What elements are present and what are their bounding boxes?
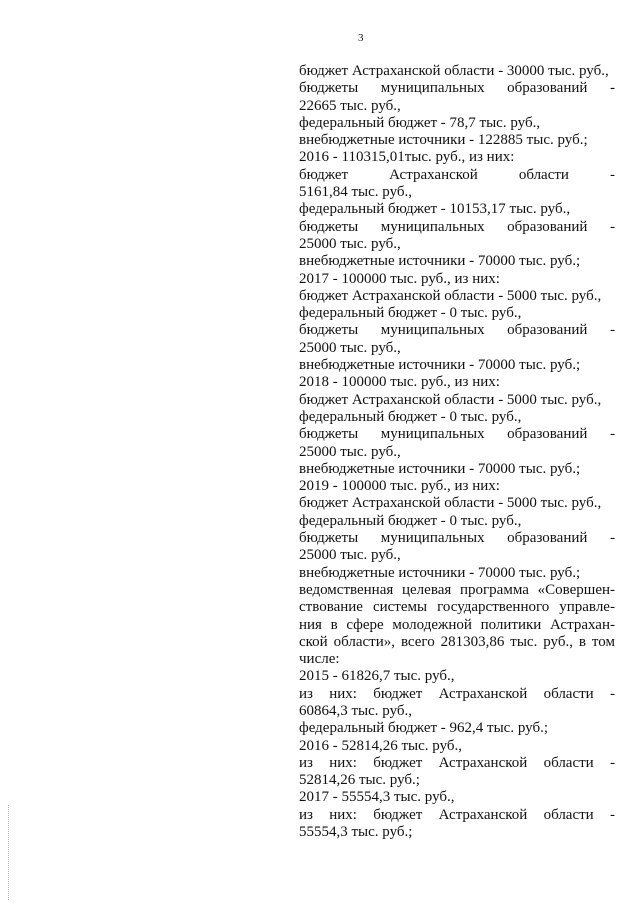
text-word: молодежной bbox=[392, 616, 472, 633]
text-line: 2017 - 55554,3 тыс. руб., bbox=[299, 789, 455, 806]
text-line: федеральный бюджет - 962,4 тыс. руб.; bbox=[299, 720, 548, 737]
text-word: «Совершен- bbox=[537, 581, 615, 598]
text-line: бюджет Астраханской области - 5000 тыс. руб., bbox=[299, 287, 602, 304]
text-line: 60864,3 тыс. руб., bbox=[299, 702, 413, 719]
text-line: бюджет Астраханской области - 30000 тыс. руб., bbox=[299, 63, 609, 79]
text-line: федеральный бюджет - 0 тыс. руб., bbox=[299, 408, 522, 425]
text-word: 281303,86 bbox=[440, 633, 505, 650]
text-line: 25000 тыс. руб., bbox=[299, 443, 401, 460]
text-word: муниципальных bbox=[380, 530, 485, 547]
text-line bbox=[299, 219, 615, 236]
text-word: из bbox=[299, 754, 313, 771]
text-word: из bbox=[299, 806, 313, 823]
text-line: числе: bbox=[299, 651, 340, 668]
text-line: бюджет Астраханской области - 5000 тыс. руб., bbox=[299, 391, 602, 408]
text-line: 2018 - 100000 тыс. руб., из них: bbox=[299, 374, 500, 391]
text-word: муниципальных bbox=[380, 218, 485, 235]
text-line bbox=[299, 167, 615, 184]
text-word: Астрахан- bbox=[549, 616, 615, 633]
text-line: 2019 - 100000 тыс. руб., из них: bbox=[299, 478, 500, 495]
text-word: управле- bbox=[559, 599, 615, 616]
text-line bbox=[299, 634, 615, 651]
text-line: 5161,84 тыс. руб., bbox=[299, 184, 413, 201]
text-word: бюджет bbox=[373, 806, 423, 823]
text-word: программа bbox=[460, 581, 529, 598]
text-word: них: bbox=[329, 806, 357, 823]
text-word: Астраханской bbox=[389, 166, 478, 183]
text-word: - bbox=[609, 685, 615, 702]
text-line: внебюджетные источники - 122885 тыс. руб.; bbox=[299, 132, 588, 149]
text-word: области bbox=[543, 754, 594, 771]
text-word: Астраханской bbox=[438, 685, 528, 702]
text-word: ведомственная bbox=[299, 581, 394, 598]
text-word: области bbox=[518, 166, 569, 183]
text-word: бюджеты bbox=[299, 322, 359, 339]
text-word: из bbox=[299, 685, 313, 702]
text-line: федеральный бюджет - 0 тыс. руб., bbox=[299, 305, 522, 322]
text-line: 2017 - 100000 тыс. руб., из них: bbox=[299, 270, 500, 287]
text-word: тыс. bbox=[510, 633, 538, 650]
text-word: муниципальных bbox=[380, 426, 485, 443]
text-word: руб., bbox=[543, 633, 573, 650]
text-line: внебюджетные источники - 70000 тыс. руб.; bbox=[299, 253, 581, 270]
text-word: области bbox=[543, 685, 594, 702]
text-word: сфере bbox=[346, 616, 384, 633]
text-line: внебюджетные источники - 70000 тыс. руб.; bbox=[299, 460, 581, 477]
text-line: 52814,26 тыс. руб.; bbox=[299, 772, 420, 789]
text-line: 25000 тыс. руб., bbox=[299, 235, 401, 252]
text-line: федеральный бюджет - 78,7 тыс. руб., bbox=[299, 114, 541, 131]
text-word: бюджет bbox=[373, 754, 423, 771]
text-word: всего bbox=[400, 633, 435, 650]
text-word: них: bbox=[329, 685, 357, 702]
text-line: 25000 тыс. руб., bbox=[299, 339, 401, 356]
text-word: том bbox=[591, 633, 615, 650]
text-word: целевая bbox=[402, 581, 452, 598]
text-line bbox=[299, 807, 615, 824]
text-line: внебюджетные источники - 70000 тыс. руб.; bbox=[299, 357, 581, 374]
text-line bbox=[299, 686, 615, 703]
scan-margin-marks bbox=[8, 805, 11, 900]
text-word: них: bbox=[329, 754, 357, 771]
text-word: государственного bbox=[437, 599, 550, 616]
text-word: - bbox=[609, 754, 615, 771]
text-word: системы bbox=[372, 599, 428, 616]
text-line: бюджет Астраханской области - 5000 тыс. руб., bbox=[299, 495, 602, 512]
text-word: бюджеты bbox=[299, 80, 359, 97]
text-word: - bbox=[609, 806, 615, 823]
text-line: 2016 - 52814,26 тыс. руб., bbox=[299, 737, 463, 754]
text-word: ния bbox=[299, 616, 322, 633]
text-word: области», bbox=[333, 633, 396, 650]
text-line: 2015 - 61826,7 тыс. руб., bbox=[299, 668, 455, 685]
text-line bbox=[299, 617, 615, 634]
text-word: бюджеты bbox=[299, 426, 359, 443]
text-line: внебюджетные источники - 70000 тыс. руб.; bbox=[299, 564, 581, 581]
text-line bbox=[299, 80, 615, 97]
text-word: муниципальных bbox=[380, 80, 485, 97]
text-word: бюджеты bbox=[299, 530, 359, 547]
text-word: бюджет bbox=[299, 166, 349, 183]
text-word: - bbox=[609, 218, 615, 235]
text-word: ской bbox=[299, 633, 328, 650]
text-line bbox=[299, 530, 615, 547]
text-line: 22665 тыс. руб., bbox=[299, 97, 401, 114]
document-text-column bbox=[299, 63, 615, 841]
text-word: образований bbox=[507, 80, 588, 97]
text-line: федеральный бюджет - 10153,17 тыс. руб., bbox=[299, 201, 571, 218]
text-word: образований bbox=[507, 322, 588, 339]
text-word: политики bbox=[480, 616, 542, 633]
text-word: бюджеты bbox=[299, 218, 359, 235]
text-word: ствование bbox=[299, 599, 363, 616]
text-word: бюджет bbox=[373, 685, 423, 702]
text-word: - bbox=[609, 530, 615, 547]
text-word: Астраханской bbox=[438, 754, 528, 771]
page-number: 3 bbox=[358, 32, 364, 44]
text-word: области bbox=[543, 806, 594, 823]
text-word: в bbox=[578, 633, 586, 650]
text-word: образований bbox=[507, 218, 588, 235]
text-line bbox=[299, 755, 615, 772]
text-word: муниципальных bbox=[380, 322, 485, 339]
text-word: - bbox=[609, 322, 615, 339]
text-line: 2016 - 110315,01тыс. руб., из них: bbox=[299, 149, 515, 166]
text-word: - bbox=[609, 426, 615, 443]
text-line: 25000 тыс. руб., bbox=[299, 547, 401, 564]
text-word: Астраханской bbox=[438, 806, 528, 823]
text-line bbox=[299, 599, 615, 616]
text-word: - bbox=[609, 80, 615, 97]
text-line: федеральный бюджет - 0 тыс. руб., bbox=[299, 512, 522, 529]
text-line: 55554,3 тыс. руб.; bbox=[299, 824, 413, 841]
text-word: образований bbox=[507, 426, 588, 443]
text-word: образований bbox=[507, 530, 588, 547]
text-word: - bbox=[609, 166, 615, 183]
text-line bbox=[299, 582, 615, 599]
text-word: в bbox=[330, 616, 338, 633]
text-line bbox=[299, 322, 615, 339]
text-line bbox=[299, 426, 615, 443]
